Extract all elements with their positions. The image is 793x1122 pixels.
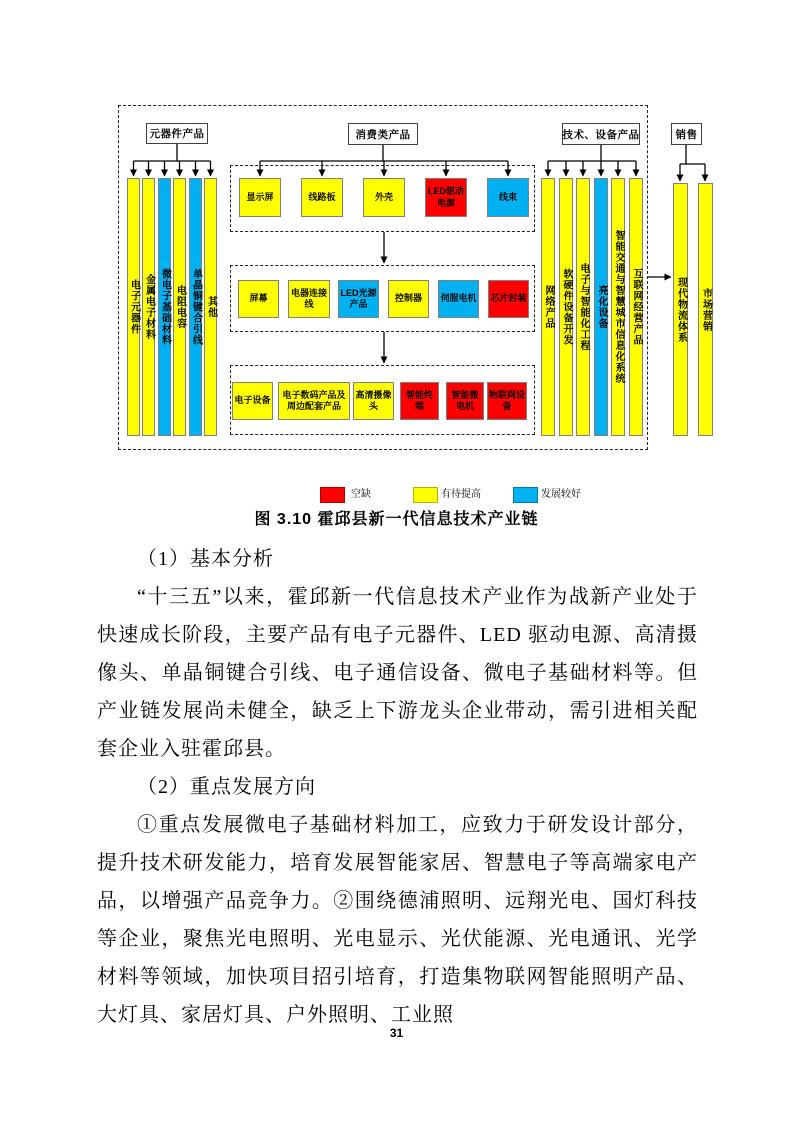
legend-label-gap: 空缺 xyxy=(351,489,371,500)
consumer-product-box: 物联网设备 xyxy=(487,382,527,420)
component-bar: 电阻电容 xyxy=(173,178,186,436)
tech-bar: 电子与智能化工程 xyxy=(576,178,590,436)
consumer-product-box: 智能终端 xyxy=(400,382,439,420)
consumer-product-box: 智能微电机 xyxy=(446,382,484,420)
consumer-product-box: 显示屏 xyxy=(239,178,281,217)
consumer-product-box: 外壳 xyxy=(363,178,405,217)
consumer-product-box: 线束 xyxy=(487,178,529,217)
sales-bar: 现代物流体系 xyxy=(673,183,688,436)
consumer-product-box: 电器连接线 xyxy=(288,280,330,318)
tech-bar: 软硬件设备开发 xyxy=(559,178,573,436)
tech-bar: 网络产品 xyxy=(541,178,555,436)
legend-swatch-improve xyxy=(413,487,438,503)
consumer-product-box: 线路板 xyxy=(301,178,343,217)
legend-label-good: 发展较好 xyxy=(541,489,581,500)
component-bar: 金属电子材料 xyxy=(142,178,155,436)
section-title-sales: 销售 xyxy=(671,123,702,145)
paragraph-key-directions-heading: （2）重点发展方向 xyxy=(137,776,316,798)
consumer-product-box: 高清摄像头 xyxy=(353,382,394,420)
figure-caption: 图 3.10 霍邱县新一代信息技术产业链 xyxy=(254,511,539,528)
paragraph-key-directions: ①重点发展微电子基础材料加工，应致力于研发设计部分，提升技术研发能力，培育发展智能家居、智慧电子等高端家电产品，以增强产品竞争力。②围绕德浦照明、远翔光电、国灯科技等企业，聚焦光电照明、光电显示、光伏能源、光电通讯、光学材料等领域，加快项目招引培育，打造集物联网智能照明产品、大灯具、家居灯具、户外照明、工业照 xyxy=(97,814,698,1026)
body-text xyxy=(97,540,698,1034)
consumer-product-box: LED驱动电源 xyxy=(425,178,467,217)
consumer-product-box: LED光源产品 xyxy=(338,280,379,318)
consumer-product-box: 屏幕 xyxy=(238,280,279,318)
component-bar: 电子元器件 xyxy=(127,178,140,436)
tech-bar: 互联网经营产品 xyxy=(629,178,643,436)
consumer-product-box: 芯片封装 xyxy=(488,280,529,318)
paragraph-basic-analysis: “十三五”以来，霍邱新一代信息技术产业作为战新产业处于快速成长阶段，主要产品有电子元器件、LED 驱动电源、高清摄像头、单晶铜键合引线、电子通信设备、微电子基础材料等。但产业链发展尚未健全，缺乏上下游龙头企业带动，需引进相关配套企业入驻霍邱县。 xyxy=(97,586,698,760)
consumer-product-box: 伺服电机 xyxy=(438,280,479,318)
component-bar: 单晶铜键合引线 xyxy=(189,178,202,436)
tech-bar: 智能交通与智慧城市信息化系统 xyxy=(611,178,625,436)
section-title-tech: 技术、设备产品 xyxy=(562,123,640,145)
legend-swatch-gap xyxy=(320,487,345,503)
legend-swatch-good xyxy=(513,487,538,503)
page-number: 31 xyxy=(389,1026,404,1040)
legend-label-improve: 有待提高 xyxy=(441,489,481,500)
component-bar: 微电子基础材料 xyxy=(158,178,171,436)
section-title-components: 元器件产品 xyxy=(146,123,208,144)
section-title-consumer: 消费类产品 xyxy=(348,123,418,145)
consumer-product-box: 电子设备 xyxy=(232,382,273,420)
tech-bar: 亮化设备 xyxy=(594,178,608,436)
component-bar: 其他 xyxy=(204,178,217,436)
consumer-product-box: 控制器 xyxy=(388,280,429,318)
paragraph-basic-analysis-heading: （1）基本分析 xyxy=(137,548,274,570)
consumer-product-box: 电子数码产品及周边配套产品 xyxy=(278,382,350,420)
sales-bar: 市场营销 xyxy=(698,183,713,436)
